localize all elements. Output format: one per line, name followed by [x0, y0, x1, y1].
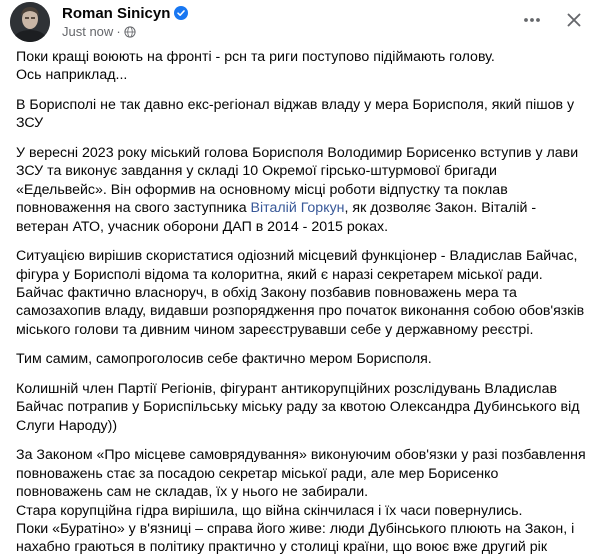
- meta-separator: ·: [116, 24, 121, 39]
- post-timestamp[interactable]: Just now: [62, 24, 114, 39]
- more-options-button[interactable]: [518, 6, 546, 34]
- avatar-photo: [10, 2, 50, 42]
- post-paragraph: Стара корупційна гідра вирішила, що війна скінчилася і їх часи повернулись.: [16, 502, 523, 519]
- post-paragraph: В Борисполі не так давно екс-регіонал віджав владу у мера Борисполя, який пішов у ЗСУ: [16, 97, 575, 132]
- paragraph-text: У вересні 2023 року міський голова Борисполя Володимир Борисенко вступив у лави ЗСУ та виконує завдання у складі 10 Окремої гірсько-штурмової бригади «Едельвейс». Він оформив на основному місці роботи відпустку та поклав повноваження на свого заступника: [16, 145, 579, 217]
- post-paragraph: [16, 144, 586, 236]
- post-paragraph: Поки «Буратіно» у в'язниці – справа його живе: люди Дубінського плюють на Закон, і нахабно граються в політику практично у столиці країни, що воює вже другий рік: [16, 521, 575, 556]
- post-paragraph: Поки кращі воюють на фронті - рсн та риги поступово підіймають голову.: [16, 49, 495, 65]
- post-paragraph: Ситуацією вирішив скористатися одіозний місцевий функціонер - Владислав Байчас, фігура у Борисполі відома та колоритна, який є наразі секретарем міської ради. Байчас фактично власноруч, в обхід Закону позбавив повноважень мера та самозахопив владу, видавши розпорядження про початок виконання собою обов'язків міського голови та дивним чином зареєструвавши себе у державному реєстрі.: [16, 248, 585, 338]
- paragraph-text: , як дозволяє Закон. Віталій - ветеран АТО, учасник оборони ДАП в 2014 - 2015 роках.: [16, 200, 537, 235]
- post-paragraph: Ось наприклад...: [16, 67, 128, 84]
- author-name-row: [62, 5, 188, 23]
- mention-link[interactable]: Віталій Горкун: [250, 200, 345, 217]
- post-paragraph: Тим самим, самопроголосив себе фактично мером Борисполя.: [16, 351, 432, 368]
- globe-icon[interactable]: [124, 26, 136, 38]
- author-name[interactable]: Roman Sinicyn: [62, 5, 171, 22]
- post-paragraph: Колишній член Партії Регіонів, фігурант антикорупційних розслідувань Владислав Байчас потрапив у Бориспільську міську раду за квотою Олександра Дубинського від Слуги Народу)): [16, 381, 580, 434]
- post-header: [10, 2, 590, 42]
- close-icon: [566, 12, 582, 28]
- post-meta: [62, 24, 136, 40]
- close-post-button[interactable]: [560, 6, 588, 34]
- post-body: [16, 48, 586, 557]
- post-paragraph: За Законом «Про місцеве самоврядування» виконуючим обов'язки у разі позбавлення повноважень стає за посадою секретар міської ради, але мер Борисенко повноважень сам не складав, їх у нього не забирали.: [16, 447, 586, 501]
- avatar[interactable]: [10, 2, 50, 42]
- verified-badge-icon: [174, 6, 188, 20]
- more-horizontal-icon: [522, 10, 542, 30]
